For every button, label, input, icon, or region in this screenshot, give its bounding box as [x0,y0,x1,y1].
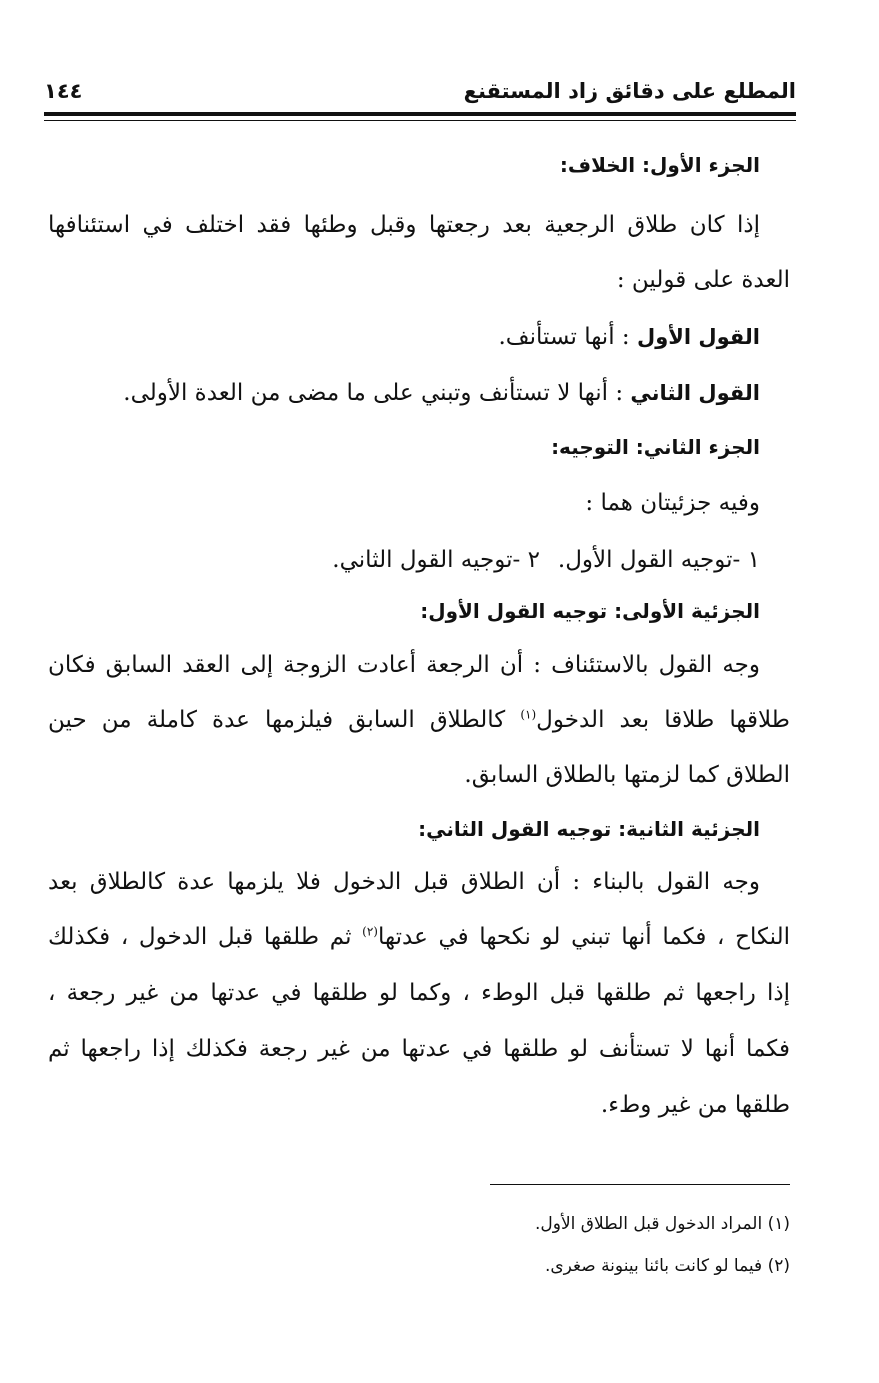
footnote-1: (١) المراد الدخول قبل الطلاق الأول. [534,1214,790,1234]
item-one: ١ -توجيه القول الأول. [557,547,760,573]
page-number: ١٤٤ [44,79,83,103]
opinion-one [48,312,790,362]
part2-heading: الجزء الثاني: التوجيه: [551,435,760,459]
opinion-two-text: : أنها لا تستأنف وتبني على ما مضى من العدة الأولى. [123,380,624,406]
opinion-two-label: القول الثاني [630,381,760,405]
opinion-one-text: : أنها تستأنف. [498,324,630,350]
paragraph-line: وجه القول بالاستئناف : أن الرجعة أعادت الزوجة إلى العقد السابق فكان [48,652,760,678]
paragraph-line: طلقها من غير وطء. [600,1092,790,1118]
page-header [44,76,796,106]
header-rule-thick [44,112,796,116]
book-title: المطلع على دقائق زاد المستقنع [463,79,796,103]
paragraph-line: العدة على قولين : [616,267,790,293]
paragraph-line: إذا راجعها ثم طلقها قبل الوطء ، وكما لو طلقها في عدتها من غير رجعة ، [48,980,790,1006]
footnote-2: (٢) فيما لو كانت بائنا بينونة صغرى. [544,1256,790,1276]
text-segment: كالطلاق السابق فيلزمها عدة كاملة من حين [48,707,521,733]
paragraph-line: فكما أنها لا تستأنف لو طلقها في عدتها من غير رجعة فكذلك إذا راجعها ثم [48,1036,790,1062]
subsection2-heading: الجزئية الثانية: توجيه القول الثاني: [418,817,760,841]
text-segment: النكاح ، فكما أنها تبني لو نكحها في عدتها [377,924,790,950]
footnote-separator [490,1184,790,1185]
paragraph-line: إذا كان طلاق الرجعية بعد رجعتها وقبل وطئها فقد اختلف في استئنافها [48,212,760,238]
intro-line: وفيه جزئيتان هما : [585,490,760,516]
part1-heading: الجزء الأول: الخلاف: [559,153,760,177]
subsection1-heading: الجزئية الأولى: توجيه القول الأول: [420,599,760,623]
items-row [48,535,790,585]
paragraph-line [48,912,790,962]
text-segment: ثم طلقها قبل الدخول ، فكذلك [48,924,363,950]
paragraph-line [48,695,790,745]
header-rule-thin [44,120,796,121]
opinion-one-label: القول الأول [636,325,760,349]
text-segment: طلاقها طلاقا بعد الدخول [536,707,790,733]
footnote-ref-1: (١) [520,707,537,722]
paragraph-line: الطلاق كما لزمتها بالطلاق السابق. [464,762,790,788]
paragraph-line: وجه القول بالبناء : أن الطلاق قبل الدخول فلا يلزمها عدة كالطلاق بعد [48,869,760,895]
opinion-two [48,368,790,418]
footnote-ref-2: (٢) [362,924,378,939]
item-two: ٢ -توجيه القول الثاني. [332,547,540,573]
